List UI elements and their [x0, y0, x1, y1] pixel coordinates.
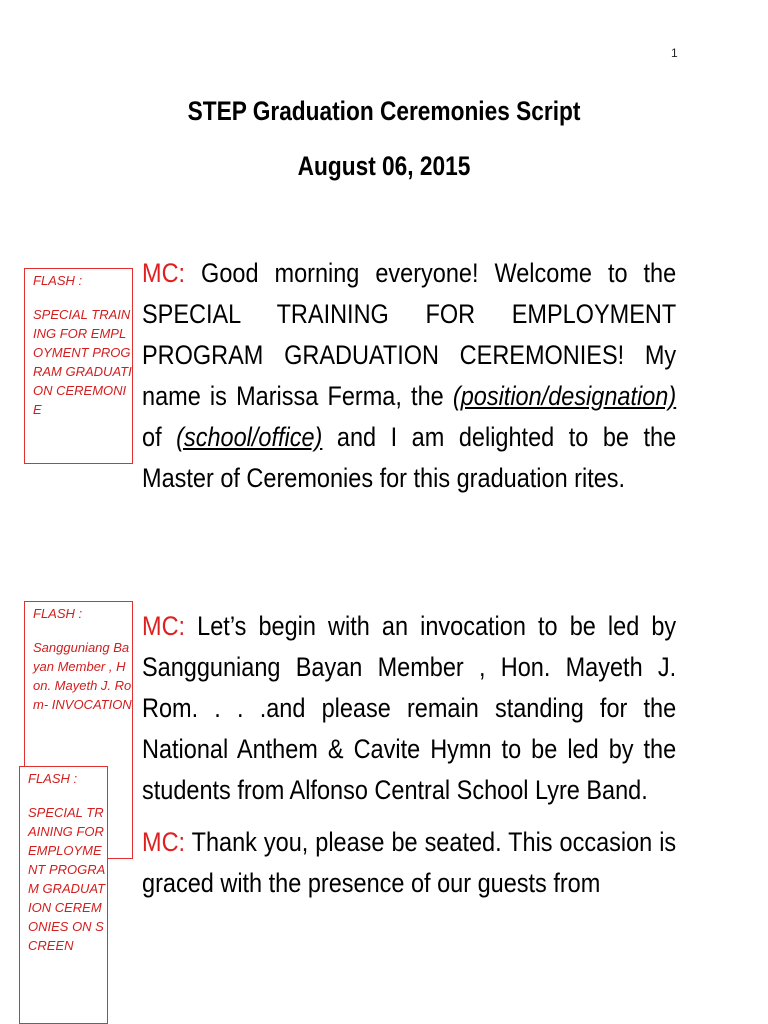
flash-note-on-screen: [19, 766, 108, 1024]
position-placeholder: (position/designation): [452, 380, 677, 411]
flash-note-heading: FLASH :: [28, 771, 78, 786]
paragraph-text: and I am delighted to be the Master of Ceremonies for this graduation rites.: [142, 421, 677, 493]
paragraph-text: Good morning everyone! Welcome to the SPECIAL TRAINING FOR EMPLOYMENT PROGRAM GRADUATION CEREMONIES! My name is Marissa Ferma, the: [142, 258, 677, 411]
paragraph-text: Thank you, please be seated. This occasion is graced with the presence of our guests from: [142, 827, 677, 898]
flash-note-text: SPECIAL TRAINING FOR EMPLOYMENT PROGRAM GRADUATION CEREMONIE: [33, 307, 132, 417]
flash-note-program: [24, 268, 133, 464]
mc-paragraph-invocation: [142, 606, 676, 811]
mc-paragraph-guests: [142, 822, 676, 904]
flash-note-heading: FLASH :: [33, 606, 83, 621]
flash-note-heading: FLASH :: [33, 273, 83, 288]
document-date: August 06, 2015: [297, 151, 471, 181]
mc-label: MC:: [142, 258, 186, 288]
paragraph-text: of: [142, 421, 177, 452]
mc-paragraph-welcome: [142, 253, 676, 498]
paragraph-text: Let’s begin with an invocation to be led by Sangguniang Bayan Member , Hon. Mayeth J. Rom. . . .and please remain standing for the National Anthem & Cavite Hymn to be led by the students from Alfonso Central School Lyre Band.: [142, 611, 677, 805]
flash-note-text: SPECIAL TRAINING FOR EMPLOYMENT PROGRAM GRADUATION CEREMONIES ON SCREEN: [28, 805, 106, 953]
flash-note-text: Sangguniang Bayan Member , Hon. Mayeth J. Rom- INVOCATION: [33, 640, 132, 712]
page-number: 1: [671, 46, 678, 60]
mc-label: MC:: [142, 611, 186, 641]
document-title: STEP Graduation Ceremonies Script: [187, 96, 581, 126]
office-placeholder: (school/office): [176, 421, 323, 452]
mc-label: MC:: [142, 827, 186, 857]
